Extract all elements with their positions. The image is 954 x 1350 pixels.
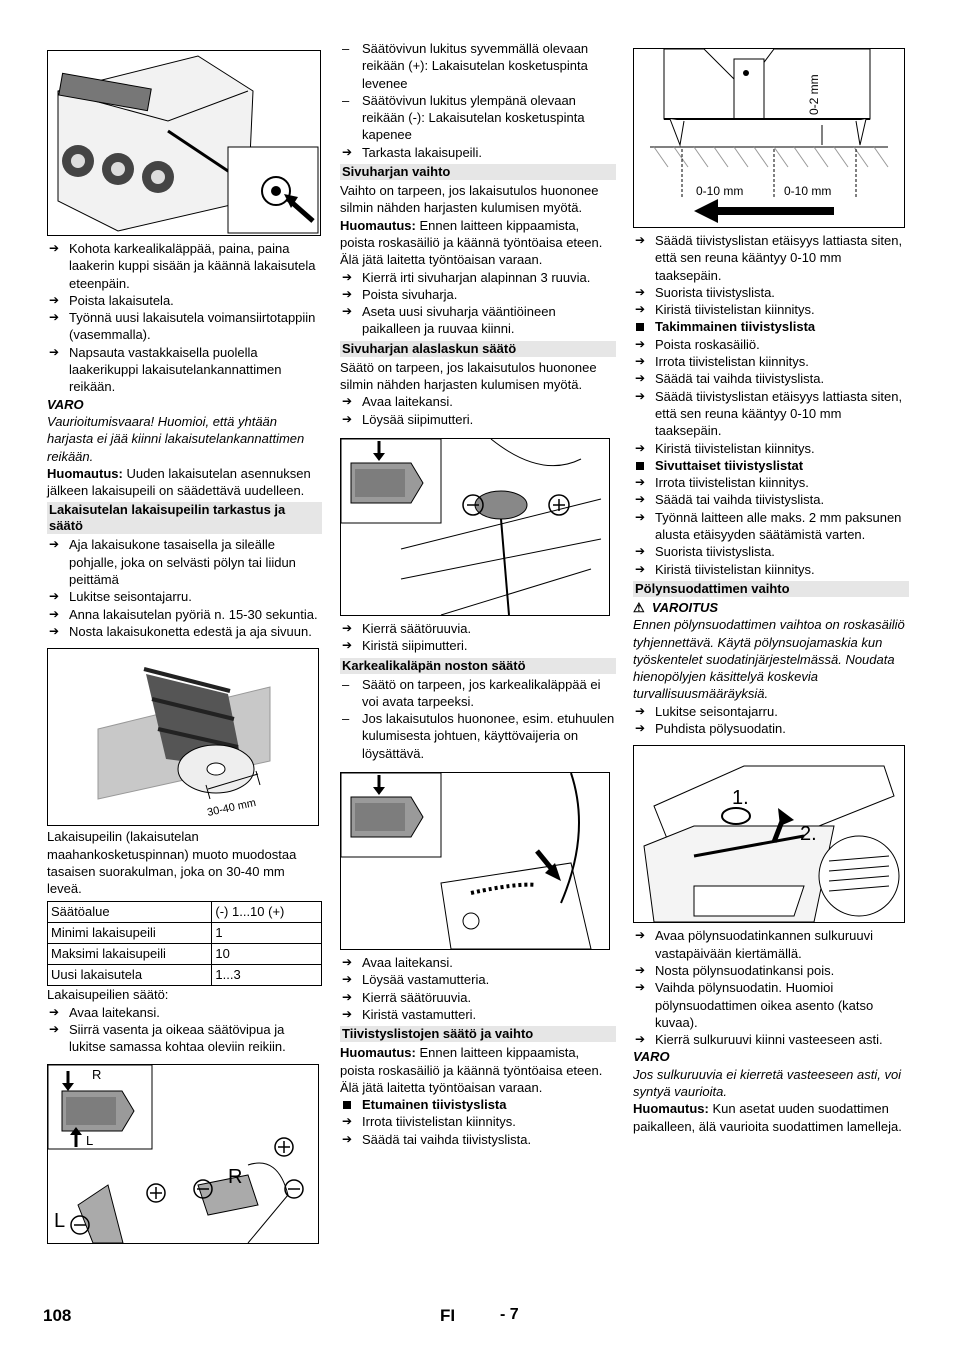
dash-item: – Säätövivun lukitus syvemmällä olevaan reikään (+): Lakaisutelan kosketuspinta levenee (340, 40, 616, 92)
warning-text: Ennen pölynsuodattimen vaihtoa on roskasäiliö tyhjennettävä. Käytä pölynsuojamaskia kun työskentelet suodatinjärjestelmässä. Noudata hienopölyjen käsittelyä koskevia turvallisuusmääräyksiä. (633, 617, 905, 702)
step: ➔ Kiristä tiivistelistan kiinnitys. (633, 440, 909, 457)
step: ➔ Avaa laitekansi. (340, 954, 616, 971)
note (47, 465, 322, 500)
step: ➔ Kiristä tiivistelistan kiinnitys. (633, 301, 909, 318)
step: ➔ Kiristä siipimutteri. (340, 637, 616, 654)
table-cell: Säätöalue (48, 902, 212, 923)
note-text: Ennen laitteen kippaamista, poista roskasäiliö ja käännä työntöaisa eteen. Älä jätä laitetta työntöaisan varaan. (340, 1045, 603, 1095)
caution-title: VARO (47, 396, 84, 412)
settings-table (47, 901, 322, 986)
step: ➔ Avaa pölynsuodatinkannen sulkuruuvi vastapäivään kiertämällä. (633, 927, 909, 962)
step: ➔ Tarkasta lakaisupeili. (340, 144, 616, 161)
label-gap-right: 0-10 mm (784, 184, 832, 198)
step: ➔ Lukitse seisontajarru. (47, 588, 322, 605)
figure-sweeper-roller-removal (47, 50, 321, 236)
step: ➔ Kierrä säätöruuvia. (340, 620, 616, 637)
note-text: Ennen laitteen kippaamista, poista roskasäiliö ja käännä työntöaisa eteen. Älä jätä laitetta työntöaisan varaan. (340, 217, 603, 268)
note-label: Huomautus: (47, 465, 123, 481)
dash-item: – Jos lakaisutulos huononee, esim. etuhuulen kulumisesta johtuen, käyttövaijeria on löysättävä. (340, 710, 616, 762)
section-heading: Karkealikaläpän noston säätö (340, 658, 616, 674)
step: ➔ Kohota karkealikaläppää, paina, paina laakerin kuppi sisään ja käännä lakaisutela eteenpäin. (47, 240, 322, 292)
dash-item: – Säätövivun lukitus ylempänä olevaan reikään (-): Lakaisutelan kosketuspinta kapenee (340, 92, 616, 144)
section-heading: Lakaisutelan lakaisupeilin tarkastus ja säätö (47, 502, 322, 534)
paragraph: Lakaisupeilin (lakaisutelan maahankosketuspinnan) muoto muodostaa tasaisen suorakulman, joka on 30-40 mm leveä. (47, 829, 297, 897)
step: ➔ Nosta lakaisukonetta edestä ja aja sivuun. (47, 623, 322, 640)
sub-heading: Sivuttaiset tiivistyslistat (633, 457, 909, 474)
label-vertical: 0-2 mm (807, 74, 821, 115)
warning-title (633, 599, 909, 616)
step: ➔ Anna lakaisutelan pyöriä n. 15-30 sekuntia. (47, 606, 322, 623)
figure-coarse-flap-adjust (340, 772, 610, 950)
step: ➔ Kierrä irti sivuharjan alapinnan 3 ruuvia. (340, 269, 616, 286)
step: ➔ Nosta pölynsuodatinkansi pois. (633, 962, 909, 979)
step: ➔ Aja lakaisukone tasaisella ja sileälle pohjalle, joka on selvästi pölyn tai liidun peittämä (47, 536, 322, 588)
figure-side-brush-adjust (340, 438, 610, 616)
table-row (48, 944, 322, 965)
step: ➔ Irrota tiivistelistan kiinnitys. (633, 353, 909, 370)
note (340, 217, 616, 269)
table-row (48, 923, 322, 944)
step: ➔ Kiristä vastamutteri. (340, 1006, 616, 1023)
paragraph: Vaihto on tarpeen, jos lakaisutulos huononee silmin nähden harjasten kulumisen myötä. (340, 183, 599, 216)
step: ➔ Aseta uusi sivuharja vääntiöineen paikalleen ja ruuvaa kiinni. (340, 303, 616, 338)
step: ➔ Lukitse seisontajarru. (633, 703, 909, 720)
step: ➔ Irrota tiivistelistan kiinnitys. (633, 474, 909, 491)
step: ➔ Puhdista pölysuodatin. (633, 720, 909, 737)
section-heading: Sivuharjan alaslaskun säätö (340, 341, 616, 357)
paragraph: Säätö on tarpeen, jos lakaisutulos huononee silmin nähden harjasten kulumisen myötä. (340, 359, 597, 393)
step: ➔ Napsauta vastakkaisella puolella laakerikuppi lakaisutelankannattimen reikään. (47, 344, 322, 396)
note (340, 1044, 616, 1096)
step: ➔ Poista roskasäiliö. (633, 336, 909, 353)
note-label: Huomautus: (340, 1045, 416, 1061)
table-cell: 10 (212, 944, 322, 965)
step-label-2: 2. (800, 823, 817, 846)
note (633, 1100, 909, 1135)
page-number: 108 (43, 1306, 72, 1325)
sub-heading: Etumainen tiivistyslista (340, 1096, 616, 1113)
figure-seal-strip-distance (633, 48, 905, 228)
step: ➔ Avaa laitekansi. (340, 393, 616, 410)
figure-adjust-levers (47, 1064, 319, 1244)
step: ➔ Siirrä vasenta ja oikeaa säätövipua ja lukitse samassa kohtaa oleviin reikiin. (47, 1021, 322, 1056)
sub-heading: Takimmainen tiivistyslista (633, 318, 909, 335)
caution-text: Jos sulkuruuvia ei kierretä vasteeseen asti, voi syntyä vaurioita. (633, 1066, 902, 1099)
step: ➔ Poista lakaisutela. (47, 292, 322, 309)
section-heading: Sivuharjan vaihto (340, 164, 616, 180)
table-cell: 1 (212, 923, 322, 944)
table-row (48, 902, 322, 923)
table-cell: Maksimi lakaisupeili (48, 944, 212, 965)
dash-item: – Säätö on tarpeen, jos karkealikaläppää ei voi avata tarpeeksi. (340, 676, 616, 711)
table-cell: Uusi lakaisutela (48, 965, 212, 986)
note-label: Huomautus: (340, 217, 416, 233)
step: ➔ Vaihda pölynsuodatin. Huomioi pölynsuodattimen oikea asento (katso kuvaa). (633, 979, 909, 1031)
warning-icon: ⚠ (633, 599, 645, 615)
column-2 (340, 40, 616, 1148)
step: ➔ Löysää vastamutteria. (340, 971, 616, 988)
step: ➔ Avaa laitekansi. (47, 1004, 322, 1021)
step: ➔ Säädä tai vaihda tiivistyslista. (633, 491, 909, 508)
section-heading: Tiivistyslistojen säätö ja vaihto (340, 1026, 616, 1042)
note-text: Uuden lakaisutelan asennuksen jälkeen lakaisupeili on säädettävä uudelleen. (47, 465, 311, 499)
table-cell: (-) 1...10 (+) (212, 902, 322, 923)
measure-label: 30-40 mm (206, 797, 258, 820)
label-r-small: R (92, 1066, 102, 1082)
label-r: R (228, 1165, 243, 1188)
section-heading: Pölynsuodattimen vaihto (633, 581, 909, 597)
step: ➔ Kierrä säätöruuvia. (340, 989, 616, 1006)
table-cell: Minimi lakaisupeili (48, 923, 212, 944)
step: ➔ Irrota tiivistelistan kiinnitys. (340, 1113, 616, 1130)
note-text: Kun asetat uuden suodattimen paikalleen, älä vaurioita suodattimen lamelleja. (633, 1101, 902, 1134)
step: ➔ Suorista tiivistyslista. (633, 284, 909, 301)
figure-sweep-pattern (47, 648, 319, 826)
warning-title-text: VAROITUS (651, 599, 719, 615)
step: ➔ Säädä tiivistyslistan etäisyys lattiasta siten, että sen reuna kääntyy 0-10 mm taaksepäin. (633, 388, 909, 440)
step: ➔ Suorista tiivistyslista. (633, 543, 909, 560)
step: ➔ Kiristä tiivistelistan kiinnitys. (633, 561, 909, 578)
figure-dust-filter-cover (633, 745, 905, 923)
caution-text: Vaurioitumisvaara! Huomioi, että yhtään harjasta ei jää kiinni lakaisutelankannattimen reikään. (47, 413, 305, 464)
step: ➔ Säädä tiivistyslistan etäisyys lattiasta siten, että sen reuna kääntyy 0-10 mm taaksepäin. (633, 232, 909, 284)
section-page: - 7 (500, 1306, 519, 1323)
step: ➔ Säädä tai vaihda tiivistyslista. (633, 370, 909, 387)
step: ➔ Poista sivuharja. (340, 286, 616, 303)
table-row (48, 965, 322, 986)
label-l-small: L (86, 1132, 94, 1148)
step: ➔ Säädä tai vaihda tiivistyslista. (340, 1131, 616, 1148)
label-l: L (54, 1209, 66, 1232)
column-3 (633, 40, 909, 1135)
language-code: FI (440, 1306, 456, 1325)
caution-title: VARO (633, 1049, 670, 1065)
label-gap-left: 0-10 mm (696, 184, 744, 198)
note-label: Huomautus: (633, 1101, 709, 1117)
paragraph: Lakaisupeilien säätö: (47, 987, 169, 1003)
column-1 (47, 40, 322, 1244)
step-label-1: 1. (732, 787, 749, 810)
step: ➔ Työnnä laitteen alle maks. 2 mm paksunen alusta etäisyyden säätämistä varten. (633, 509, 909, 544)
step: ➔ Löysää siipimutteri. (340, 411, 616, 428)
table-cell: 1...3 (212, 965, 322, 986)
step: ➔ Kierrä sulkuruuvi kiinni vasteeseen asti. (633, 1031, 909, 1048)
step: ➔ Työnnä uusi lakaisutela voimansiirtotappiin (vasemmalla). (47, 309, 322, 344)
